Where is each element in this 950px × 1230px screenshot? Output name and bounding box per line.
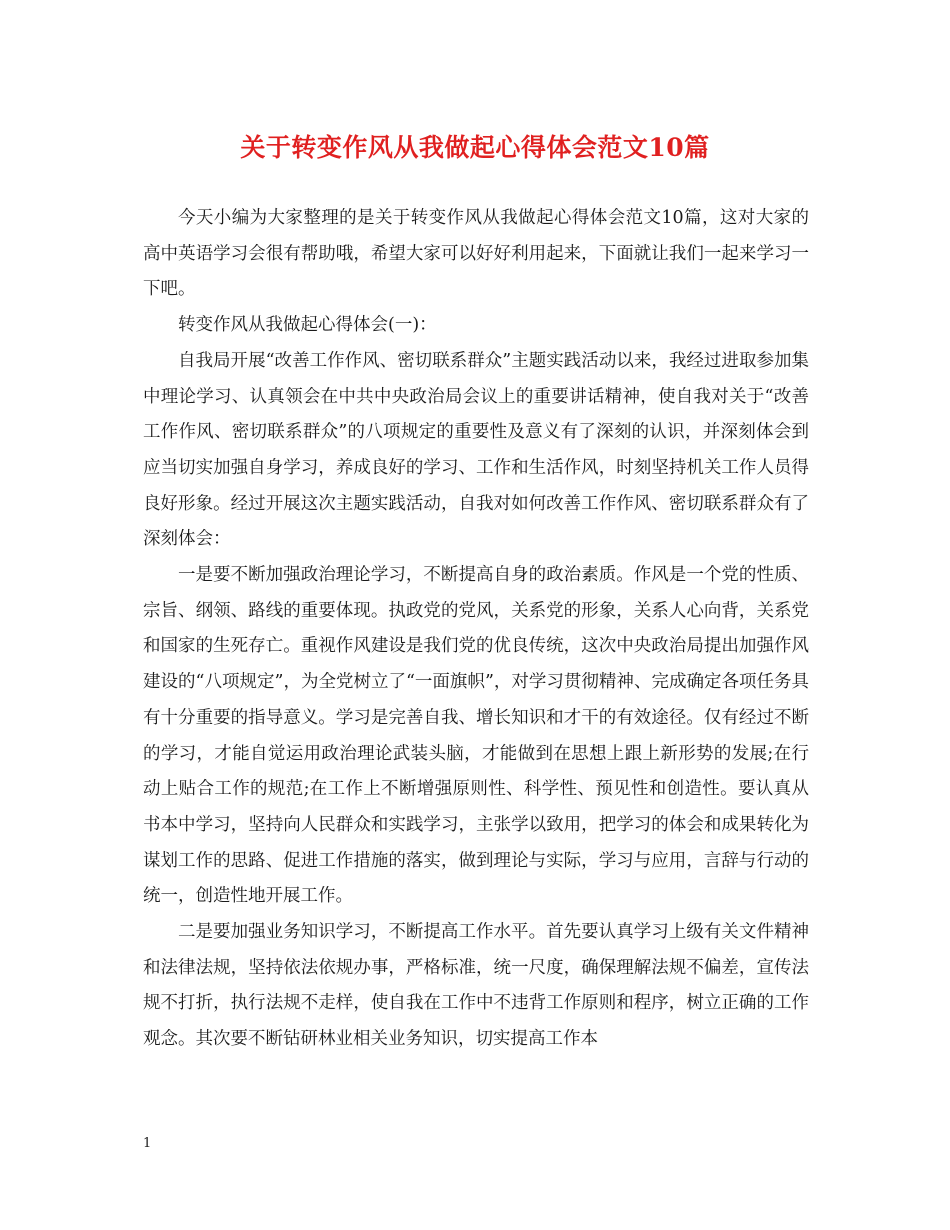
paragraph-body-3: 二是要加强业务知识学习，不断提高工作水平。首先要认真学习上级有关文件精神和法律法规，坚持依法依规办事，严格标准，统一尺度，确保理解法规不偏差，宣传法规不打折，执行法规不走样，使自我在工作中不违背工作原则和程序，树立正确的工作观念。其次要不断钻研林业相关业务知识，切实提高工作本 bbox=[143, 922, 809, 1050]
paragraph-body-2: 一是要不断加强政治理论学习，不断提高自身的政治素质。作风是一个党的性质、宗旨、纲领、路线的重要体现。执政党的党风，关系党的形象，关系人心向背，关系党和国家的生死存亡。重视作风建设是我们党的优良传统，这次中央政治局提出加强作风建设的“八项规定”，为全党树立了“一面旗帜”，对学习贯彻精神、完成确定各项任务具有十分重要的指导意义。学习是完善自我、增长知识和才干的有效途径。仅有经过不断的学习，才能自觉运用政治理论武装头脑，才能做到在思想上跟上新形势的发展;在行动上贴合工作的规范;在工作上不断增强原则性、科学性、预见性和创造性。要认真从书本中学习，坚持向人民群众和实践学习，主张学以致用，把学习的体会和成果转化为谋划工作的思路、促进工作措施的落实，做到理论与实际，学习与应用，言辞与行动的统一，创造性地开展工作。 bbox=[143, 565, 809, 907]
paragraph-body-1: 自我局开展“改善工作作风、密切联系群众”主题实践活动以来，我经过进取参加集中理论学习、认真领会在中共中央政治局会议上的重要讲话精神，使自我对关于“改善工作作风、密切联系群众”的八项规定的重要性及意义有了深刻的认识，并深刻体会到应当切实加强自身学习，养成良好的学习、工作和生活作风，时刻坚持机关工作人员得良好形象。经过开展这次主题实践活动，自我对如何改善工作作风、密切联系群众有了深刻体会： bbox=[143, 350, 809, 550]
document-title: 关于转变作风从我做起心得体会范文10篇 bbox=[240, 133, 710, 162]
paragraph-intro: 今天小编为大家整理的是关于转变作风从我做起心得体会范文10篇，这对大家的高中英语学习会很有帮助哦，希望大家可以好好利用起来，下面就让我们一起来学习一下吧。 bbox=[143, 208, 809, 300]
document-body bbox=[143, 201, 809, 1058]
page-number: 1 bbox=[143, 1136, 152, 1151]
paragraph-section-heading: 转变作风从我做起心得体会(一)： bbox=[178, 315, 437, 336]
